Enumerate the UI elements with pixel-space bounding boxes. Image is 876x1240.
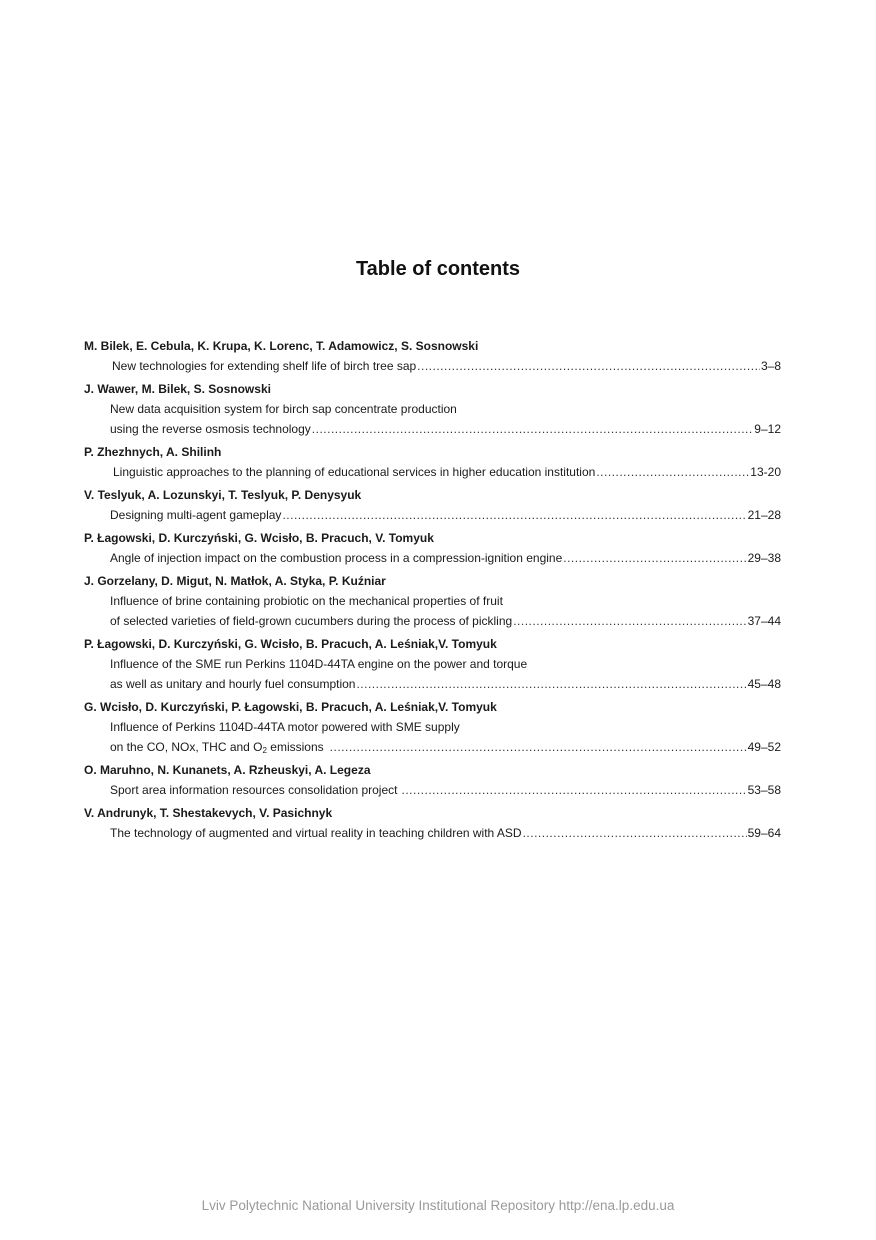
- entry-title-text: as well as unitary and hourly fuel consumption: [110, 677, 356, 691]
- repository-footer: Lviv Polytechnic National University Institutional Repository http://ena.lp.edu.ua: [201, 1198, 675, 1213]
- entry-pages: 9–12: [754, 422, 781, 436]
- dot-leader: [356, 674, 746, 694]
- entry-authors: V. Teslyuk, A. Lozunskyi, T. Teslyuk, P. Denysyuk: [84, 488, 362, 502]
- entry-pages: 59–64: [747, 826, 781, 840]
- entry-title-line: [84, 737, 781, 757]
- entry-authors: J. Gorzelany, D. Migut, N. Matłok, A. Styka, P. Kuźniar: [84, 574, 386, 588]
- toc-entry: [84, 379, 781, 439]
- entry-title-text: Sport area information resources consolidation project: [110, 783, 398, 797]
- entry-title-line: [84, 419, 781, 439]
- entry-title-text: [110, 737, 324, 757]
- entry-title-line: [84, 356, 781, 376]
- entry-title-line: [84, 462, 781, 482]
- entry-title-line: [84, 548, 781, 568]
- entry-title-text-part: on the CO, NOx, THC and O: [110, 740, 263, 754]
- entry-title-line: Influence of Perkins 1104D-44TA motor powered with SME supply: [110, 720, 460, 734]
- entry-authors: J. Wawer, M. Bilek, S. Sosnowski: [84, 382, 271, 396]
- entry-authors: P. Łagowski, D. Kurczyński, G. Wcisło, B. Pracuch, A. Leśniak,V. Tomyuk: [84, 637, 497, 651]
- dot-leader: [401, 780, 746, 800]
- entry-title-line: New data acquisition system for birch sap concentrate production: [110, 402, 457, 416]
- entry-title-line: [84, 674, 781, 694]
- dot-leader: [330, 737, 747, 757]
- toc-entry: [84, 803, 781, 843]
- toc-entry: [84, 528, 781, 568]
- toc-entry: [84, 571, 781, 631]
- toc-entry: [84, 442, 781, 482]
- entry-title-text: using the reverse osmosis technology: [110, 422, 311, 436]
- toc-entry: [84, 760, 781, 800]
- entry-title-line: [84, 611, 781, 631]
- toc-entry: [84, 485, 781, 525]
- entry-pages: 3–8: [760, 359, 781, 373]
- dot-leader: [523, 823, 747, 843]
- table-of-contents: [84, 336, 781, 846]
- entry-pages: 53–58: [747, 783, 781, 797]
- entry-pages: 49–52: [747, 740, 781, 754]
- entry-title-line: [84, 780, 781, 800]
- toc-entry: [84, 634, 781, 694]
- entry-authors: M. Bilek, E. Cebula, K. Krupa, K. Lorenc, T. Adamowicz, S. Sosnowski: [84, 339, 479, 353]
- entry-authors: P. Łagowski, D. Kurczyński, G. Wcisło, B. Pracuch, V. Tomyuk: [84, 531, 434, 545]
- toc-entry: [84, 697, 781, 757]
- entry-title-line: [84, 823, 781, 843]
- entry-title-line: [84, 505, 781, 525]
- entry-authors: P. Zhezhnych, A. Shilinh: [84, 445, 222, 459]
- dot-leader: [282, 505, 746, 525]
- entry-pages: 37–44: [747, 614, 781, 628]
- entry-authors: V. Andrunyk, T. Shestakevych, V. Pasichnyk: [84, 806, 333, 820]
- entry-title-text: New technologies for extending shelf life of birch tree sap: [112, 359, 417, 373]
- entry-title-line: Influence of the SME run Perkins 1104D-44TA engine on the power and torque: [110, 657, 528, 671]
- entry-title-text: Linguistic approaches to the planning of educational services in higher education institution: [113, 465, 596, 479]
- entry-pages: 29–38: [747, 551, 781, 565]
- dot-leader: [417, 356, 760, 376]
- entry-pages: 21–28: [747, 508, 781, 522]
- entry-title-text-part: emissions: [266, 740, 324, 754]
- toc-entry: [84, 336, 781, 376]
- entry-authors: O. Maruhno, N. Kunanets, A. Rzheuskyi, A. Legeza: [84, 763, 371, 777]
- dot-leader: [312, 419, 754, 439]
- dot-leader: [513, 611, 746, 631]
- entry-title-text: The technology of augmented and virtual reality in teaching children with ASD: [110, 826, 522, 840]
- subscript-2: 2: [262, 746, 267, 755]
- entry-title-text: of selected varieties of field-grown cucumbers during the process of pickling: [110, 614, 513, 628]
- entry-pages: 13-20: [750, 465, 781, 479]
- entry-authors: G. Wcisło, D. Kurczyński, P. Łagowski, B. Pracuch, A. Leśniak,V. Tomyuk: [84, 700, 497, 714]
- dot-leader: [596, 462, 749, 482]
- entry-title-text: Angle of injection impact on the combustion process in a compression-ignition engine: [110, 551, 563, 565]
- dot-leader: [563, 548, 746, 568]
- entry-title-line: Influence of brine containing probiotic on the mechanical properties of fruit: [110, 594, 503, 608]
- entry-title-text: Designing multi-agent gameplay: [110, 508, 282, 522]
- entry-pages: 45–48: [747, 677, 781, 691]
- page-title: Table of contents: [355, 258, 521, 280]
